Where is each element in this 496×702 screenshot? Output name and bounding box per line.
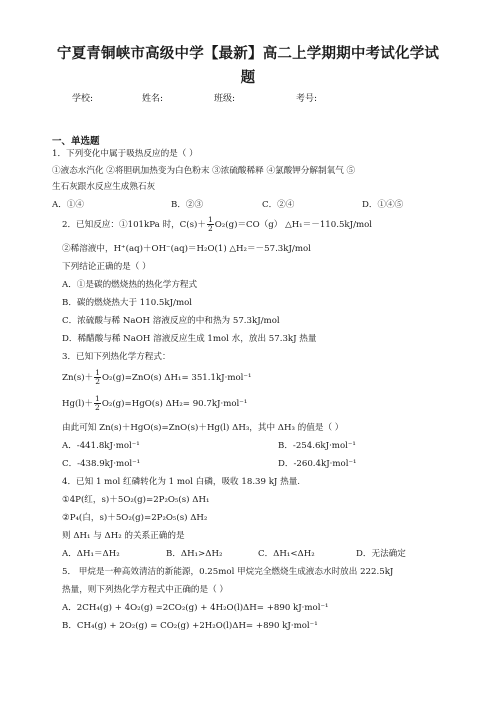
q4-equation2: ②P₄(白，s)＋5O₂(g)=2P₂O₅(s) ΔH₂ xyxy=(62,513,208,523)
q4-option-a: A．ΔH₁＝ΔH₂ xyxy=(62,549,120,559)
q3-option-b: B．-254.6kJ·mol⁻¹ xyxy=(278,441,356,451)
q1-option-d: D．①④⑤ xyxy=(362,200,404,210)
q5-option-b: B．CH₄(g) + 2O₂(g) = CO₂(g) +2H₂O(l)ΔH= +890 kJ·mol⁻¹ xyxy=(62,621,318,631)
q1-items-line2: 生石灰跟水反应生成熟石灰 xyxy=(52,182,156,192)
q2-stem-a: 2．已知反应：①101kPa 时，C(s)＋ xyxy=(62,220,206,230)
exam-title-line1: 宁夏青铜峡市高级中学【最新】高二上学期期中考试化学试 xyxy=(56,46,440,62)
q2-option-a: A．①是碳的燃烧热的热化学方程式 xyxy=(62,280,198,290)
q2-stem xyxy=(62,216,372,233)
q4-stem: 4．已知 1 mol 红磷转化为 1 mol 白磷，吸收 18.39 kJ 热量. xyxy=(62,477,301,487)
class-label: 班级: xyxy=(214,94,236,104)
school-label: 学校: xyxy=(72,94,94,104)
q2-frac-den: 2 xyxy=(207,224,213,233)
q2-option-b: B．碳的燃烧热大于 110.5kJ/mol xyxy=(62,298,193,308)
q3-equation1 xyxy=(62,369,251,386)
q4-option-c: C．ΔH₁<ΔH₂ xyxy=(258,549,315,559)
q2-frac-num: 1 xyxy=(207,215,213,224)
q4-option-b: B．ΔH₁>ΔH₂ xyxy=(166,549,223,559)
q3-eq1-left: Zn(s)＋ xyxy=(62,373,94,383)
q3-option-a: A．-441.8kJ·mol⁻¹ xyxy=(62,441,140,451)
q1-option-c: C．②④ xyxy=(262,200,295,210)
q3-eq1-fraction xyxy=(94,369,101,386)
section-heading: 一、单选题 xyxy=(52,136,100,147)
q1-items-line1: ①液态水汽化 ②将胆矾加热变为白色粉末 ③浓硫酸稀释 ④氯酸钾分解制氧气 ⑤ xyxy=(52,166,356,176)
q4-equation1: ①4P(红，s)＋5O₂(g)=2P₂O₅(s) ΔH₁ xyxy=(62,495,210,505)
q2-option-d: D．稀醋酸与稀 NaOH 溶液反应生成 1mol 水，放出 57.3kJ 热量 xyxy=(62,334,317,344)
q3-eq2-left: Hg(l)＋ xyxy=(62,399,94,409)
q4-option-d: D．无法确定 xyxy=(356,549,406,559)
q3-eq2-frac-num: 1 xyxy=(95,394,100,403)
q2-option-c: C．浓硫酸与稀 NaOH 溶液反应的中和热为 57.3kJ/mol xyxy=(62,316,280,326)
exam-title-line2: 题 xyxy=(240,70,256,86)
q3-option-d: D．-260.4kJ·mol⁻¹ xyxy=(278,459,357,469)
number-label: 考号: xyxy=(296,94,318,104)
q3-eq1-frac-den: 2 xyxy=(95,377,100,386)
q3-stem: 3．已知下列热化学方程式： xyxy=(62,352,171,362)
q3-equation2 xyxy=(62,395,247,412)
q5-stem-line2: 热量，则下列热化学方程式中正确的是（ ） xyxy=(62,585,229,595)
q3-option-c: C．-438.9kJ·mol⁻¹ xyxy=(62,459,141,469)
q3-eq2-fraction xyxy=(94,395,101,412)
q3-eq1-right: O₂(g)=ZnO(s) ΔH₁= 351.1kJ·mol⁻¹ xyxy=(102,373,252,383)
q4-line4: 则 ΔH₁ 与 ΔH₂ 的关系正确的是 xyxy=(62,531,185,541)
student-info-row xyxy=(72,91,412,104)
q2-line2: ②稀溶液中，H⁺(aq)＋OH⁻(aq)＝H₂O(1) △H₂＝－57.3kJ/mol xyxy=(62,244,311,254)
q1-option-b: B．②③ xyxy=(171,200,204,210)
q5-option-a: A．2CH₄(g) + 4O₂(g) =2CO₂(g) + 4H₂O(l)ΔH= +890 kJ·mol⁻¹ xyxy=(62,603,329,613)
q3-eq2-right: O₂(g)=HgO(s) ΔH₂= 90.7kJ·mol⁻¹ xyxy=(101,399,248,409)
q3-eq2-frac-den: 2 xyxy=(95,403,100,412)
q2-line3: 下列结论正确的是（ ） xyxy=(62,262,151,272)
q2-stem-b: O₂(g)＝CO（g） △H₁＝－110.5kJ/mol xyxy=(214,220,373,230)
q2-fraction xyxy=(207,216,214,233)
name-label: 姓名: xyxy=(142,94,164,104)
q5-stem-line1: 5． 甲烷是一种高效清洁的新能源，0.25mol 甲烷完全燃烧生成液态水时放出 222.5kJ xyxy=(62,567,394,577)
q3-line4: 由此可知 Zn(s)＋HgO(s)=ZnO(s)＋Hg(l) ΔH₃，其中 ΔH₃ 的值是（ ） xyxy=(62,423,344,433)
q3-eq1-frac-num: 1 xyxy=(95,368,100,377)
q1-option-a: A．①④ xyxy=(52,200,84,210)
q1-stem: 1．下列变化中属于吸热反应的是（ ） xyxy=(52,149,198,159)
